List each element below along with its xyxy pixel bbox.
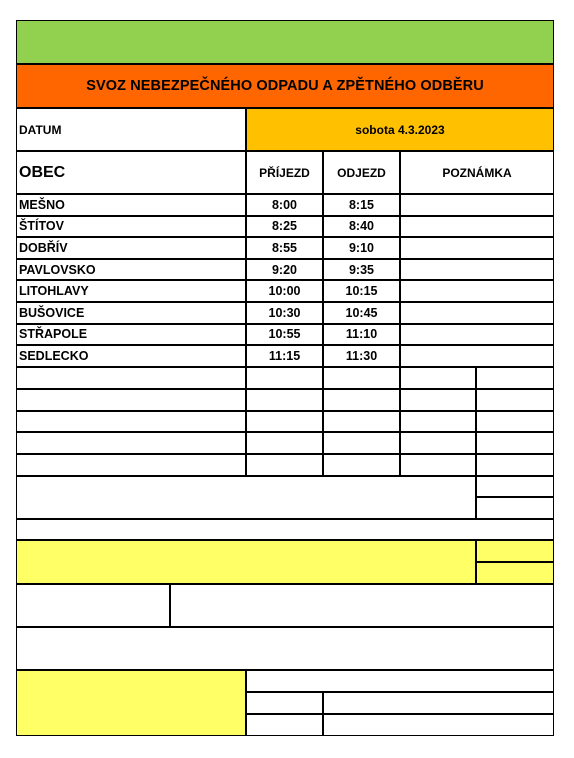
date-value: sobota 4.3.2023 [355, 122, 445, 137]
empty-cell [323, 367, 400, 389]
top-color-band [16, 20, 554, 64]
empty-cell [400, 389, 476, 411]
stop-note [400, 237, 554, 259]
empty-cell [400, 454, 476, 476]
stop-note [400, 259, 554, 281]
bottom-grid-top [246, 670, 554, 692]
yellow-block-bottom-left [16, 670, 246, 736]
empty-cell [16, 411, 246, 433]
stop-arrival: 8:25 [271, 219, 298, 234]
date-label: DATUM [19, 122, 62, 137]
yellow-block-right-bottom [476, 562, 554, 584]
stop-departure: 8:40 [348, 219, 375, 234]
empty-cell [476, 389, 554, 411]
bottom-grid-mid-right [323, 692, 554, 714]
bottom-grid-mid-left [246, 692, 323, 714]
empty-cell [246, 367, 323, 389]
empty-cell [476, 411, 554, 433]
header-departure: ODJEZD [337, 165, 386, 180]
stop-arrival: 10:00 [268, 284, 301, 299]
stop-departure: 9:35 [348, 262, 375, 277]
stop-obec: ŠTÍTOV [19, 219, 64, 234]
bottom-grid-low-right [323, 714, 554, 736]
stop-obec: DOBŘÍV [19, 240, 68, 255]
page-title: SVOZ NEBEZPEČNÉHO ODPADU A ZPĚTNÉHO ODBĚRU [86, 78, 484, 94]
stop-arrival: 10:30 [268, 305, 301, 320]
yellow-block-right-top [476, 540, 554, 562]
yellow-block-wide [16, 540, 476, 584]
stop-obec: BUŠOVICE [19, 305, 85, 320]
stop-obec: MEŠNO [19, 197, 65, 212]
empty-cell [400, 411, 476, 433]
stop-departure: 8:15 [348, 197, 375, 212]
blank-block-full [16, 627, 554, 670]
empty-cell [246, 389, 323, 411]
empty-cell [246, 454, 323, 476]
empty-cell [246, 432, 323, 454]
empty-cell [16, 454, 246, 476]
stop-departure: 10:15 [345, 284, 378, 299]
header-obec: OBEC [19, 163, 66, 181]
stop-arrival: 10:55 [268, 327, 301, 342]
stop-departure: 9:10 [348, 240, 375, 255]
stop-arrival: 8:00 [271, 197, 298, 212]
stop-note [400, 216, 554, 238]
stop-arrival: 9:20 [271, 262, 298, 277]
blank-row-full [16, 519, 554, 540]
stop-obec: PAVLOVSKO [19, 262, 96, 277]
stop-departure: 10:45 [345, 305, 378, 320]
empty-cell [476, 432, 554, 454]
empty-cell [16, 389, 246, 411]
header-note: POZNÁMKA [442, 165, 512, 180]
empty-cell [323, 454, 400, 476]
blank-block-right-bottom [476, 497, 554, 519]
blank-block-right [170, 584, 554, 627]
empty-cell [323, 389, 400, 411]
blank-block-left [16, 584, 170, 627]
stop-arrival: 11:15 [268, 348, 301, 363]
empty-cell [476, 454, 554, 476]
empty-cell [246, 411, 323, 433]
empty-cell [400, 367, 476, 389]
schedule-sheet [16, 20, 554, 736]
empty-cell [16, 432, 246, 454]
stop-note [400, 194, 554, 216]
stop-departure: 11:10 [345, 327, 378, 342]
stop-obec: LITOHLAVY [19, 284, 89, 299]
stop-note [400, 345, 554, 367]
blank-block-wide [16, 476, 476, 519]
stop-obec: STŘAPOLE [19, 327, 88, 342]
stop-arrival: 8:55 [271, 240, 298, 255]
blank-block-right-top [476, 476, 554, 497]
empty-cell [323, 411, 400, 433]
stop-note [400, 324, 554, 346]
empty-cell [323, 432, 400, 454]
stop-note [400, 280, 554, 302]
empty-cell [16, 367, 246, 389]
stop-obec: SEDLECKO [19, 348, 89, 363]
empty-cell [400, 432, 476, 454]
stop-note [400, 302, 554, 324]
stop-departure: 11:30 [345, 348, 378, 363]
header-arrival: PŘÍJEZD [259, 165, 310, 180]
bottom-grid-low-left [246, 714, 323, 736]
empty-cell [476, 367, 554, 389]
